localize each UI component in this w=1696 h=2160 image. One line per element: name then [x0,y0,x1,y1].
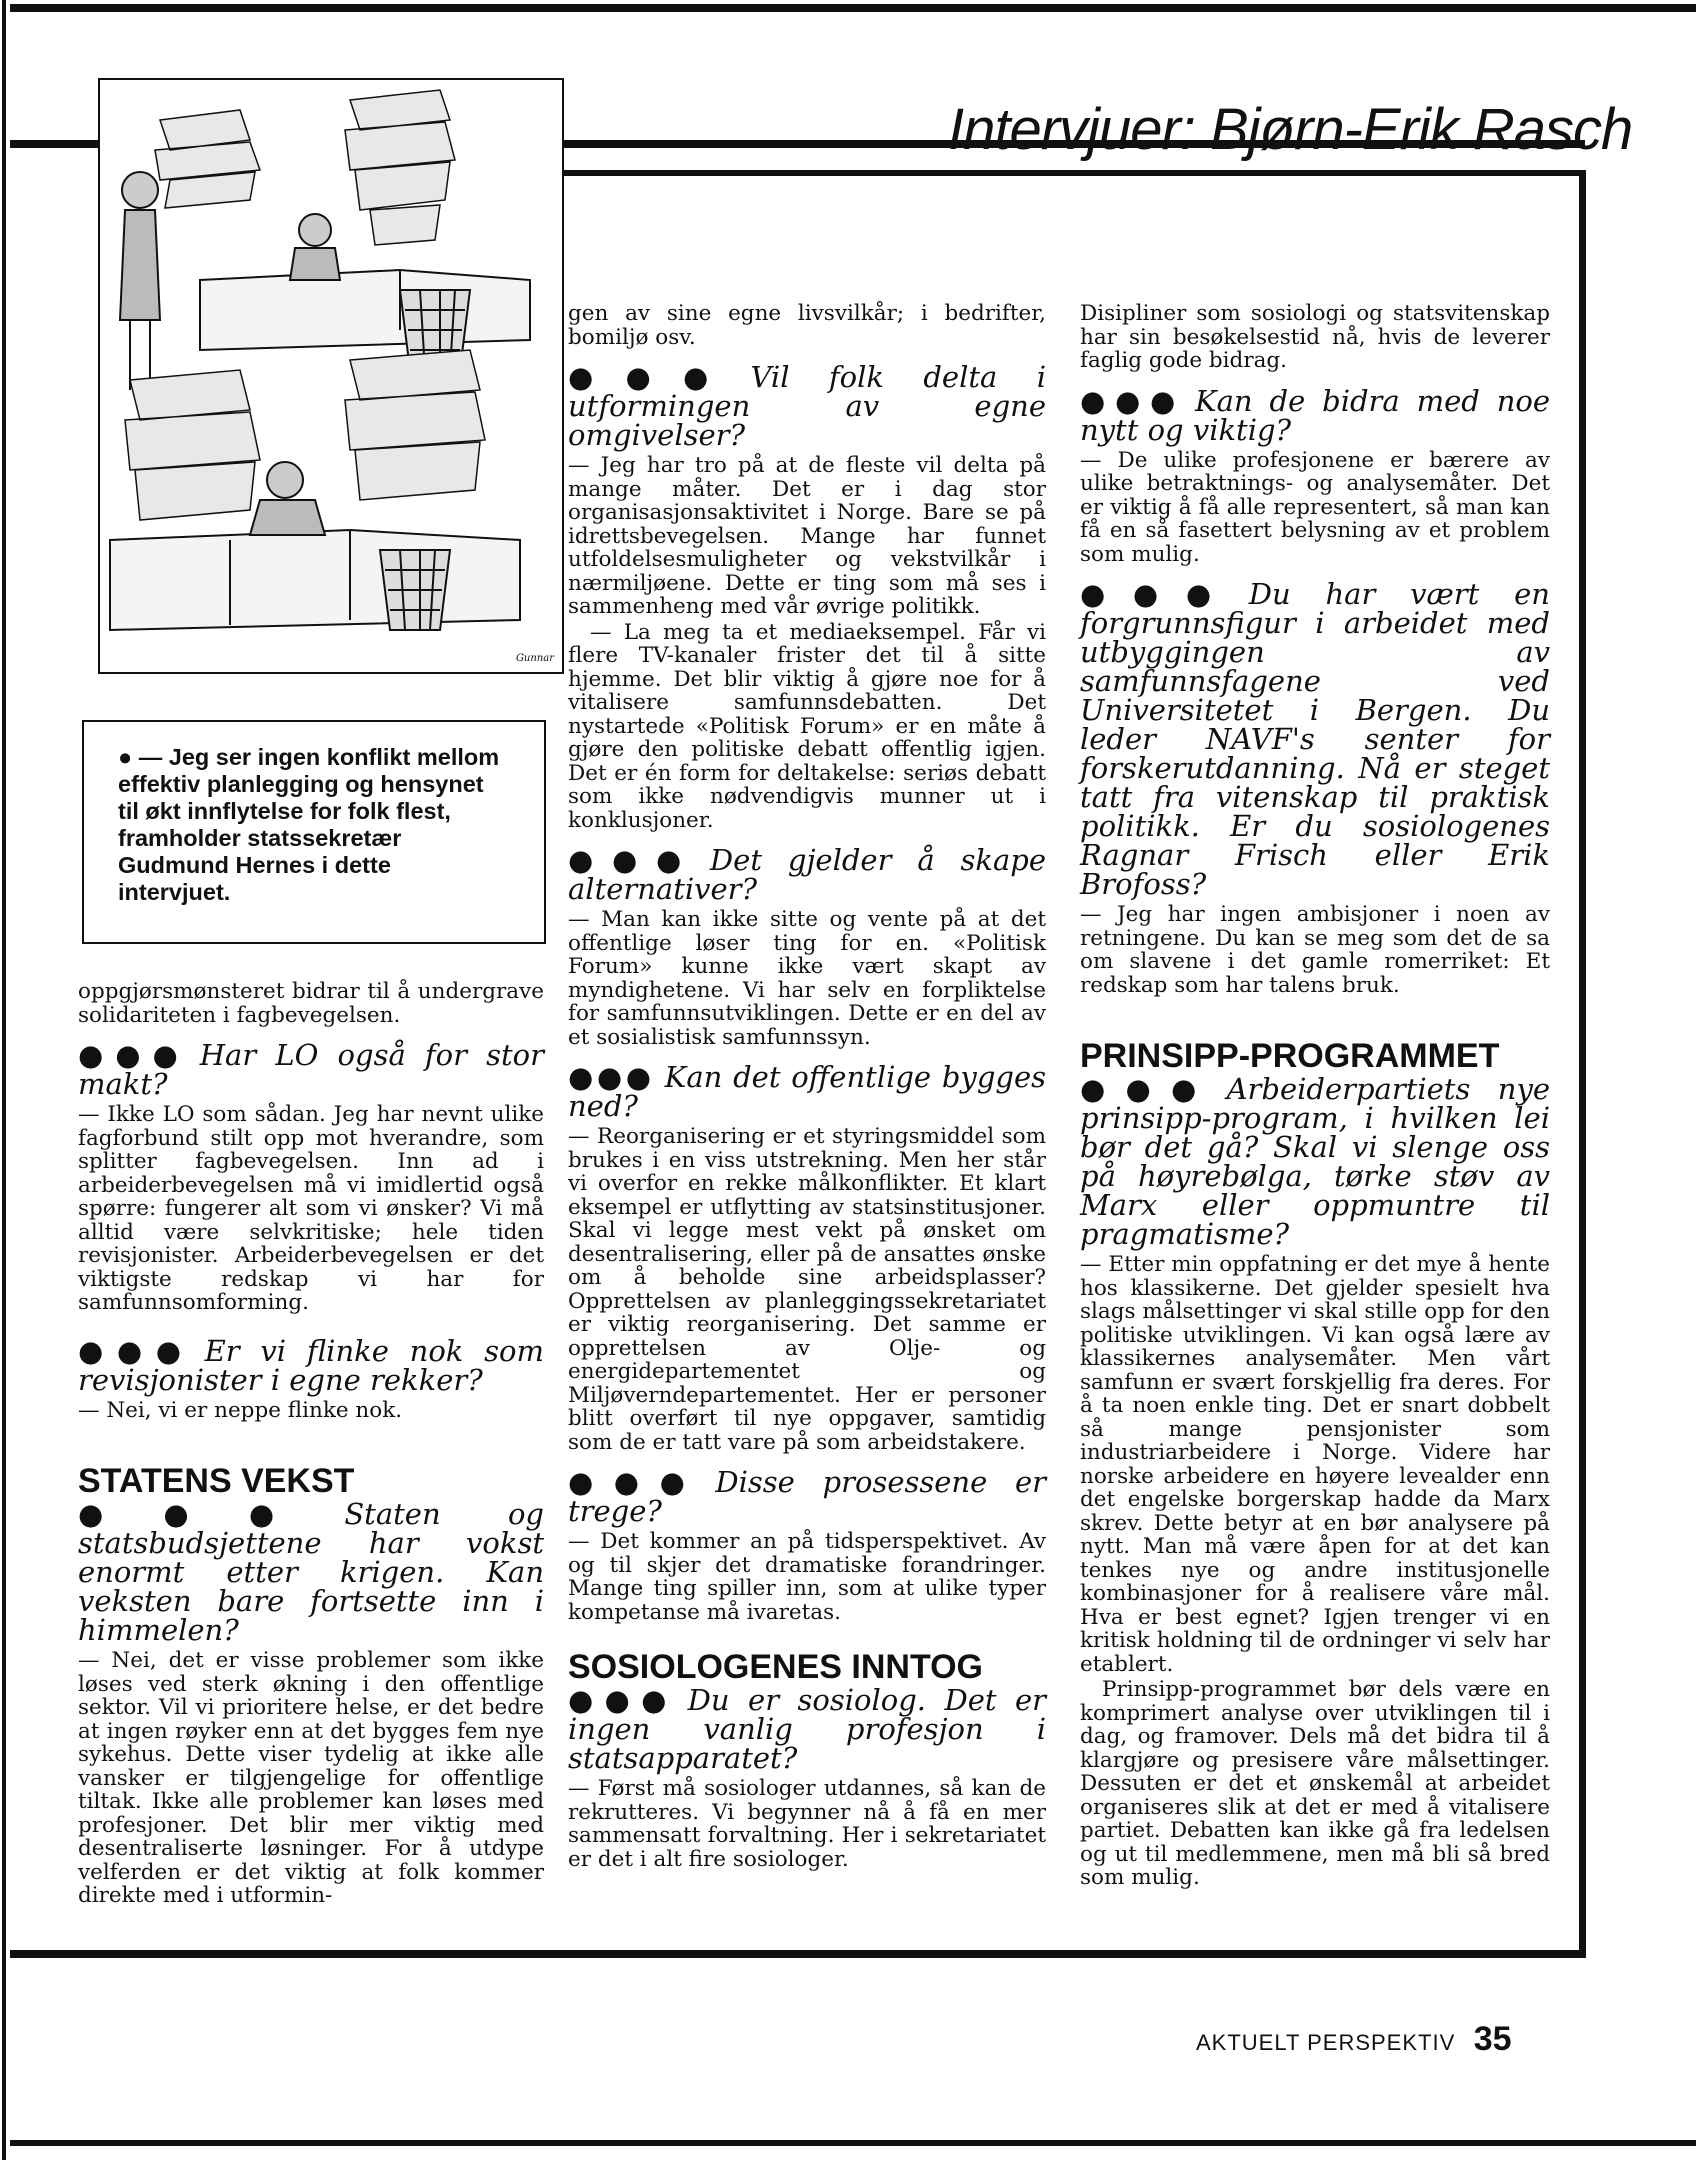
frame-bottom-rule [10,1950,1586,1958]
bullet-dots: ●●● [568,1465,706,1499]
col1-question-3 [78,1497,544,1647]
col2-question-5-text: Du er sosiolog. Det er ingen vanlig profesjon i statsapparatet? [568,1683,1046,1775]
heading-sosiologenes-inntog: SOSIOLOGENES INNTOG [568,1648,983,1686]
heading-prinsipp-programmet: PRINSIPP-PROGRAMMET [1080,1037,1500,1075]
col3-paragraph-1: Disipliner som sosiologi og statsvitenskap har sin besøkelsestid nå, hvis de leverer faglig gode bidrag. [1080,301,1550,373]
col2-question-4-text: Disse prosessene er trege? [568,1465,1046,1528]
col2-question-2 [568,843,1046,906]
col2-answer-1a: — Jeg har tro på at de fleste vil delta på mange måter. Det er i dag stor organisasjonsaktivitet i Norge. Bare se på idrettsbevegelsen. Mange har funnet utfoldelsesmuligheter og vekstvilkår i nærmiljøene. Dette er ting som må ses i sammenheng med vår øvrige politikk. [568,453,1046,619]
heading-statens-vekst: STATENS VEKST [78,1462,355,1500]
frame-inner-top-rule [560,170,1586,176]
bottom-rule [10,2140,1696,2146]
col2-answer-5: — Først må sosiologer utdannes, så kan de rekrutteres. Vi begynner nå å få en mer sammensatt forvaltning. Her i sekretariatet er det i alt fire sosiologer. [568,1776,1046,1872]
col2-question-1-text: Vil folk delta i utformingen av egne omgivelser? [568,360,1046,452]
col3-answer-3: — Etter min oppfatning er det mye å hente hos klassikerne. Det gjelder spesielt hva slags målsettinger vi skal stille opp for den politiske utviklingen. Vi kan også lære av klassikernes analysemåter. Men vårt samfunn er svært forskjellig fra deres. For å ta noen enkle ting. Det er snart dobbelt så mange pensjonister som industriarbeidere i Norge. Videre har norske arbeidere en høyere levealder enn det engelske borgerskap hadde da Marx skrev. Dette betyr at en bør analysere på nytt. Man må være åpen for at det kan tenkes nye og andre institusjonelle kombinasjoner for å realisere våre mål. Hva er best egnet? Igjen trenger vi en kritisk holdning til de ordninger vi selv har etablert. [1080,1252,1550,1677]
col1-answer-2: — Nei, vi er neppe flinke nok. [78,1397,403,1423]
col1-question-1-text: Har LO også for stor makt? [78,1038,544,1101]
bullet-dots: ●●● [568,843,700,877]
column-1 [78,980,544,1910]
page-title: Intervjuer: Bjørn-Erik Rasch [948,97,1633,162]
office-paperwork-cartoon [100,80,562,672]
col2-answer-4: — Det kommer an på tidsperspektivet. Av og til skjer det dramatiske forandringer. Mange ting spiller inn, som at ulike typer kompetanse må ivaretas. [568,1529,1046,1625]
pullquote-text: ● — Jeg ser ingen konflikt mellom effektiv planlegging og hensynet til økt innflytelse for folk flest, framholder statssekretær Gudmund Hernes i dette intervjuet. [118,744,500,905]
col2-answer-2: — Man kan ikke sitte og vente på at det offentlige løser ting for en. «Politisk Forum» kunne ikke vært skapt av myndighetene. Vi har selv en forpliktelse for samfunnsutviklingen. Dette er en del av et sosialistisk samfunnssyn. [568,907,1046,1050]
column-2 [568,302,1046,1873]
col1-question-2-text: Er vi flinke nok som revisjonister i egne rekker? [78,1333,544,1397]
bullet-dots: ●●● [1080,577,1239,611]
frame-right-rule [1579,176,1586,1958]
bullet-dots: ●●● [568,1060,655,1094]
col2-question-3 [568,1060,1046,1123]
col3-answer-3b: Prinsipp-programmet bør dels være en komprimert analyse over utviklingen til i dag, og framover. Dels må det bidra til å klargjøre og presisere våre målsettinger. Dessuten er det et ønskemål at arbeidet organiseres slik at det er med å vitalisere partiet. Debatten kan ikke gå fra ledelsen og ut til medlemmene, men må bli så bred som mulig. [1080,1677,1550,1890]
col3-answer-1: — De ulike profesjonene er bærere av ulike betraktnings- og analysemåter. Det er viktig å få alle representert, så man kan få en så fasettert belysning av et problem som mulig. [1080,447,1550,567]
bullet-dots: ●●● [78,1497,335,1531]
bullet-dots: ●●● [1080,383,1185,418]
left-edge-rule [2,0,6,2160]
bullet-dots: ●●● [78,1333,195,1368]
col3-question-2 [1080,577,1550,901]
column-3 [1080,302,1550,1892]
col2-question-1 [568,360,1046,452]
col1-question-3-text: Staten og statsbudsjettene har vokst enormt etter krigen. Kan veksten bare fortsette inn i himmelen? [78,1497,544,1647]
col1-paragraph-1: oppgjørsmønsteret bidrar til å undergrave solidariteten i fagbevegelsen. [78,979,544,1028]
pullquote-box [82,720,546,944]
cartoon-illustration [98,78,564,674]
col1-answer-1: — Ikke LO som sådan. Jeg har nevnt ulike fagforbund stilt opp mot hverandre, som splitter fagbevegelsen. Inn ad i arbeiderbevegelsen må vi imidlertid også spørre: fungerer alt som vi ønsker? Vi må alltid være selvkritiske; hele tiden revisjonister. Arbeiderbevegelsen er det viktigste redskap vi har for samfunnsomforming. [78,1102,544,1315]
col3-question-3-text: Arbeiderpartiets nye prinsipp-program, i hvilken lei bør det gå? Skal vi slenge oss på høyrebølga, tørke støv av Marx eller oppmuntre til pragmatisme? [1080,1072,1550,1251]
col2-answer-1b: — La meg ta et mediaeksempel. Får vi flere TV-kanaler frister det til å sitte hjemme. Det blir viktig å gjøre noe for å vitalisere samfunnsdebatten. Det nystartede «Politisk Forum» er en måte å gjøre den politiske debatt offentlig igjen. Det er én form for deltakelse: seriøs debatt som ikke nødvendigvis munner ut i konklusjoner. [568,619,1046,833]
bullet-dots: ●●● [78,1038,190,1072]
col3-question-1 [1080,383,1551,447]
page-footer [1196,2020,1512,2059]
bullet-dots: ●●● [1080,1072,1217,1106]
col3-question-2-text: Du har vært en forgrunnsfigur i arbeidet med utbyggingen av samfunnsfagene ved Universitetet i Bergen. Du leder NAVF's senter for forskerutdanning. Nå er steget tatt fra vitenskap til praktisk politikk. Er du sosiologenes Ragnar Frisch eller Erik Brofoss? [1080,577,1550,901]
col1-answer-3: — Nei, det er visse problemer som ikke løses ved sterk økning i den offentlige sektor. Vil vi prioritere helse, er det bedre at ingen røyker enn at det bygges fem nye sykehus. Dette viser tydelig at ikke alle vansker er tilgjengelige for offentlige tiltak. Ikke alle problemer kan løses med profesjoner. Det blir mer viktig med desentraliserte løsninger. For å utdype velferden er det viktig at folk kommer direkte med i utformin- [78,1648,544,1908]
bullet-dots: ●●● [568,1683,678,1717]
col3-answer-2: — Jeg har ingen ambisjoner i noen av retningene. Du kan se meg som det de sa om slavene i det gamle romerriket: Et redskap som har talens bruk. [1080,902,1550,998]
col2-answer-3: — Reorganisering er et styringsmiddel som brukes i en viss utstrekning. Men her står vi overfor en rekke målkonflikter. Et klart eksempel er utflytting av statsinstitusjoner. Skal vi legge mest vekt på ønsket om desentralisering, eller på de ansattes ønske om å beholde sine arbeidsplasser? Opprettelsen av planleggingssekretariatet er viktig reorganisering. Det samme er opprettelsen av Olje- og energidepartementet og Miljøverndepartementet. Her er personer blitt overført til nye oppgaver, samtidig som de er tatt vare på som arbeidstakere. [568,1124,1046,1455]
bullet-dots: ●●● [568,360,741,394]
col2-question-3-text: Kan det offentlige bygges ned? [568,1060,1046,1123]
col2-question-4 [568,1465,1046,1528]
top-rule [10,4,1696,12]
col1-question-1 [78,1038,544,1101]
col1-question-2 [78,1333,544,1397]
magazine-name: AKTUELT PERSPEKTIV [1196,2030,1456,2055]
cartoon-signature: Gunnar [515,653,554,664]
col3-question-1-text: Kan de bidra med noe nytt og viktig? [1080,383,1551,447]
col2-paragraph-1: gen av sine egne livsvilkår; i bedrifter, bomiljø osv. [568,301,1046,350]
col3-question-3 [1080,1072,1550,1251]
col2-question-5 [568,1683,1046,1775]
page-number: 35 [1473,2020,1512,2058]
col2-question-2-text: Det gjelder å skape alternativer? [568,843,1046,906]
